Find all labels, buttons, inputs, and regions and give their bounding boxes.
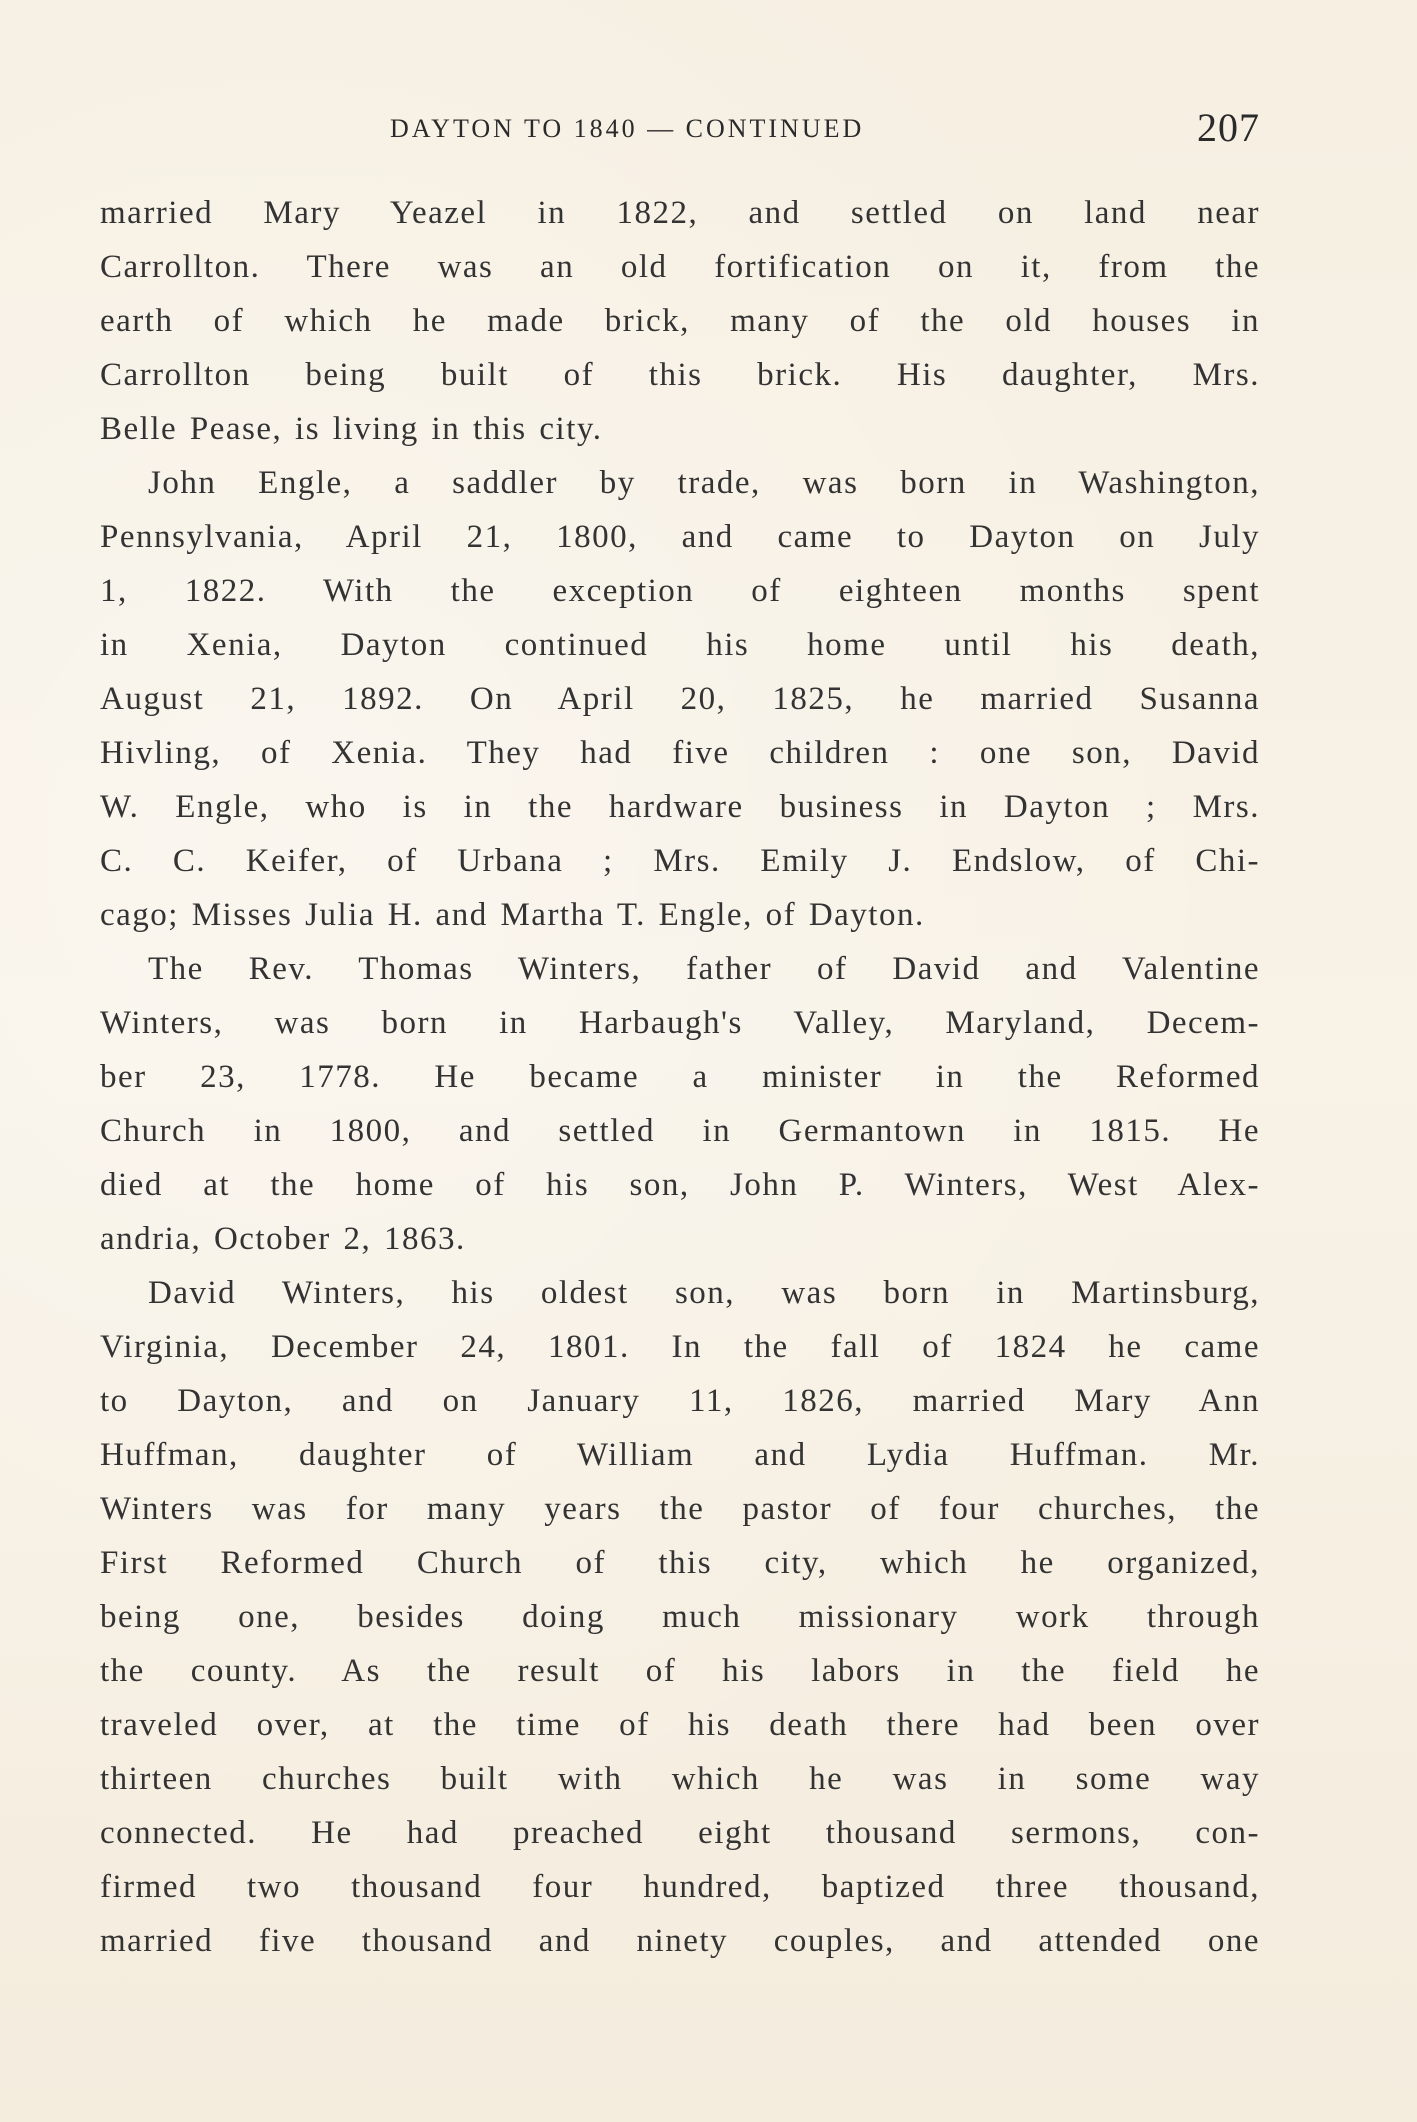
text-line: The Rev. Thomas Winters, father of David and Valentine [148, 951, 1260, 987]
text-line: Carrollton. There was an old fortification on it, from the [100, 249, 1260, 285]
text-line: Church in 1800, and settled in Germantown in 1815. He [100, 1113, 1260, 1149]
text-line: died at the home of his son, John P. Winters, West Alex- [100, 1167, 1260, 1203]
text-line: earth of which he made brick, many of the old houses in [100, 303, 1260, 339]
text-line: Winters, was born in Harbaugh's Valley, Maryland, Decem- [100, 1005, 1260, 1041]
text-line: to Dayton, and on January 11, 1826, married Mary Ann [100, 1383, 1260, 1419]
text-line: John Engle, a saddler by trade, was born in Washington, [148, 465, 1260, 501]
text-line: Pennsylvania, April 21, 1800, and came to Dayton on July [100, 519, 1260, 555]
text-line: the county. As the result of his labors in the field he [100, 1653, 1260, 1689]
text-line: connected. He had preached eight thousand sermons, con- [100, 1815, 1260, 1851]
text-line: married five thousand and ninety couples, and attended one [100, 1923, 1260, 1959]
paragraph [100, 186, 1260, 456]
text-line: Winters was for many years the pastor of four churches, the [100, 1491, 1260, 1527]
text-line: married Mary Yeazel in 1822, and settled on land near [100, 195, 1260, 231]
text-line: ber 23, 1778. He became a minister in the Reformed [100, 1059, 1260, 1095]
text-line: being one, besides doing much missionary work through [100, 1599, 1260, 1635]
text-line: thirteen churches built with which he was in some way [100, 1761, 1260, 1797]
paragraph [100, 942, 1260, 1266]
running-head: DAYTON TO 1840 — CONTINUED [390, 114, 865, 143]
paragraph [100, 456, 1260, 942]
text-line: W. Engle, who is in the hardware business in Dayton ; Mrs. [100, 789, 1260, 825]
text-line: 1, 1822. With the exception of eighteen months spent [100, 573, 1260, 609]
text-line: Belle Pease, is living in this city. [100, 411, 603, 447]
text-line: David Winters, his oldest son, was born in Martinsburg, [148, 1275, 1260, 1311]
text-line: August 21, 1892. On April 20, 1825, he married Susanna [100, 681, 1260, 717]
paragraph [100, 1266, 1260, 1968]
text-line: Carrollton being built of this brick. His daughter, Mrs. [100, 357, 1260, 393]
text-line: in Xenia, Dayton continued his home until his death, [100, 627, 1260, 663]
text-line: Virginia, December 24, 1801. In the fall of 1824 he came [100, 1329, 1260, 1365]
text-line: cago; Misses Julia H. and Martha T. Engle, of Dayton. [100, 897, 925, 933]
text-line: First Reformed Church of this city, which he organized, [100, 1545, 1260, 1581]
text-line: traveled over, at the time of his death there had been over [100, 1707, 1260, 1743]
text-line: Hivling, of Xenia. They had five children : one son, David [100, 735, 1260, 771]
text-line: firmed two thousand four hundred, baptized three thousand, [100, 1869, 1260, 1905]
text-line: andria, October 2, 1863. [100, 1221, 466, 1257]
page-number: 207 [1197, 105, 1260, 150]
page-header [100, 104, 1260, 160]
text-line: C. C. Keifer, of Urbana ; Mrs. Emily J. Endslow, of Chi- [100, 843, 1260, 879]
body-text [100, 186, 1260, 1968]
text-line: Huffman, daughter of William and Lydia Huffman. Mr. [100, 1437, 1260, 1473]
